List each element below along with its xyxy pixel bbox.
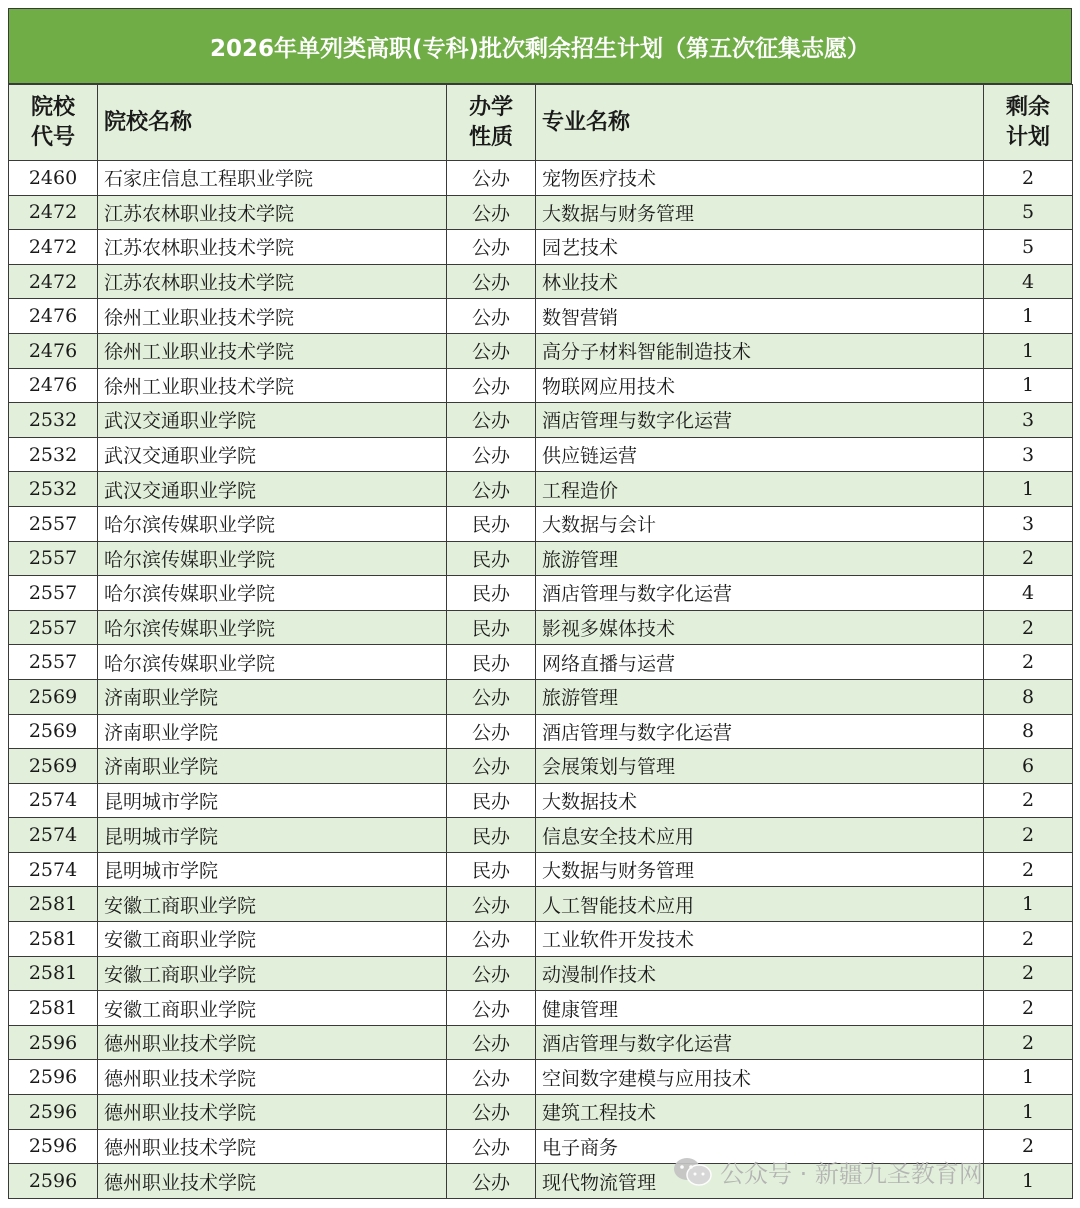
cell-type: 民办 (447, 852, 536, 887)
cell-school: 江苏农林职业技术学院 (98, 195, 447, 230)
cell-major: 大数据与财务管理 (536, 852, 984, 887)
cell-school: 徐州工业职业技术学院 (98, 333, 447, 368)
table-row (9, 161, 1073, 196)
cell-code: 2472 (9, 195, 98, 230)
table-row (9, 645, 1073, 680)
table-row (9, 333, 1073, 368)
header-remaining (984, 85, 1073, 161)
table-row (9, 368, 1073, 403)
cell-remaining: 1 (984, 299, 1073, 334)
cell-school: 哈尔滨传媒职业学院 (98, 541, 447, 576)
cell-school: 德州职业技术学院 (98, 1164, 447, 1199)
cell-code: 2557 (9, 645, 98, 680)
cell-code: 2581 (9, 991, 98, 1026)
table-row (9, 1095, 1073, 1130)
table-row (9, 299, 1073, 334)
header-type (447, 85, 536, 161)
cell-type: 公办 (447, 1025, 536, 1060)
cell-remaining: 1 (984, 333, 1073, 368)
header-type-label: 办学 性质 (468, 94, 513, 150)
cell-major: 影视多媒体技术 (536, 610, 984, 645)
cell-major: 酒店管理与数字化运营 (536, 714, 984, 749)
cell-major: 旅游管理 (536, 541, 984, 576)
cell-remaining: 1 (984, 1060, 1073, 1095)
cell-type: 公办 (447, 714, 536, 749)
header-school (98, 85, 447, 161)
cell-remaining: 5 (984, 230, 1073, 265)
cell-code: 2574 (9, 852, 98, 887)
cell-major: 酒店管理与数字化运营 (536, 1025, 984, 1060)
header-code-label: 院校 代号 (30, 94, 75, 150)
cell-remaining: 2 (984, 541, 1073, 576)
cell-type: 公办 (447, 956, 536, 991)
cell-major: 酒店管理与数字化运营 (536, 576, 984, 611)
cell-remaining: 4 (984, 264, 1073, 299)
cell-remaining: 8 (984, 714, 1073, 749)
table-row (9, 1164, 1073, 1199)
watermark-text: 公众号 · 新疆九圣教育网 (720, 1160, 983, 1188)
cell-remaining: 2 (984, 610, 1073, 645)
table-row (9, 679, 1073, 714)
table-row (9, 576, 1073, 611)
cell-code: 2472 (9, 264, 98, 299)
cell-major: 旅游管理 (536, 679, 984, 714)
cell-remaining: 2 (984, 991, 1073, 1026)
cell-school: 哈尔滨传媒职业学院 (98, 506, 447, 541)
cell-remaining: 2 (984, 922, 1073, 957)
cell-type: 公办 (447, 299, 536, 334)
cell-code: 2557 (9, 506, 98, 541)
cell-remaining: 3 (984, 437, 1073, 472)
table-row (9, 403, 1073, 438)
cell-code: 2532 (9, 403, 98, 438)
cell-remaining: 5 (984, 195, 1073, 230)
cell-code: 2574 (9, 818, 98, 853)
cell-major: 工程造价 (536, 472, 984, 507)
cell-school: 昆明城市学院 (98, 852, 447, 887)
cell-code: 2596 (9, 1164, 98, 1199)
cell-school: 江苏农林职业技术学院 (98, 264, 447, 299)
cell-code: 2532 (9, 472, 98, 507)
cell-school: 济南职业学院 (98, 749, 447, 784)
cell-major: 空间数字建模与应用技术 (536, 1060, 984, 1095)
cell-remaining: 2 (984, 818, 1073, 853)
cell-remaining: 2 (984, 161, 1073, 196)
cell-school: 安徽工商职业学院 (98, 956, 447, 991)
cell-type: 公办 (447, 1129, 536, 1164)
cell-code: 2581 (9, 922, 98, 957)
cell-major: 大数据与财务管理 (536, 195, 984, 230)
table-row (9, 956, 1073, 991)
cell-school: 武汉交通职业学院 (98, 403, 447, 438)
cell-major: 电子商务 (536, 1129, 984, 1164)
cell-remaining: 3 (984, 403, 1073, 438)
table-row (9, 818, 1073, 853)
cell-remaining: 8 (984, 679, 1073, 714)
cell-code: 2557 (9, 576, 98, 611)
table-row (9, 887, 1073, 922)
cell-type: 民办 (447, 610, 536, 645)
cell-major: 网络直播与运营 (536, 645, 984, 680)
cell-school: 安徽工商职业学院 (98, 922, 447, 957)
table-row (9, 541, 1073, 576)
cell-major: 健康管理 (536, 991, 984, 1026)
table-row (9, 506, 1073, 541)
cell-type: 民办 (447, 818, 536, 853)
table-row (9, 610, 1073, 645)
cell-type: 公办 (447, 403, 536, 438)
cell-remaining: 1 (984, 1095, 1073, 1130)
cell-school: 德州职业技术学院 (98, 1095, 447, 1130)
cell-school: 济南职业学院 (98, 714, 447, 749)
cell-code: 2596 (9, 1025, 98, 1060)
cell-school: 武汉交通职业学院 (98, 472, 447, 507)
document-page (8, 8, 1072, 1199)
cell-school: 哈尔滨传媒职业学院 (98, 576, 447, 611)
cell-school: 昆明城市学院 (98, 783, 447, 818)
cell-school: 德州职业技术学院 (98, 1060, 447, 1095)
cell-code: 2532 (9, 437, 98, 472)
cell-type: 民办 (447, 576, 536, 611)
cell-type: 公办 (447, 922, 536, 957)
cell-remaining: 1 (984, 1164, 1073, 1199)
cell-school: 哈尔滨传媒职业学院 (98, 610, 447, 645)
cell-major: 物联网应用技术 (536, 368, 984, 403)
cell-type: 公办 (447, 679, 536, 714)
cell-major: 宠物医疗技术 (536, 161, 984, 196)
cell-major: 林业技术 (536, 264, 984, 299)
cell-remaining: 2 (984, 956, 1073, 991)
cell-type: 公办 (447, 264, 536, 299)
table-row (9, 749, 1073, 784)
cell-remaining: 4 (984, 576, 1073, 611)
cell-remaining: 6 (984, 749, 1073, 784)
cell-school: 哈尔滨传媒职业学院 (98, 645, 447, 680)
header-school-label: 院校名称 (104, 109, 193, 135)
table-title: 2026年单列类高职(专科)批次剩余招生计划（第五次征集志愿） (8, 8, 1072, 84)
cell-code: 2557 (9, 541, 98, 576)
cell-major: 大数据与会计 (536, 506, 984, 541)
cell-code: 2472 (9, 230, 98, 265)
cell-remaining: 2 (984, 1025, 1073, 1060)
header-row (9, 85, 1073, 161)
table-row (9, 783, 1073, 818)
cell-type: 公办 (447, 333, 536, 368)
table-row (9, 264, 1073, 299)
cell-code: 2581 (9, 956, 98, 991)
cell-type: 民办 (447, 506, 536, 541)
cell-school: 江苏农林职业技术学院 (98, 230, 447, 265)
cell-remaining: 1 (984, 472, 1073, 507)
cell-school: 安徽工商职业学院 (98, 887, 447, 922)
cell-code: 2596 (9, 1129, 98, 1164)
cell-code: 2596 (9, 1060, 98, 1095)
cell-code: 2460 (9, 161, 98, 196)
table-row (9, 1025, 1073, 1060)
cell-type: 公办 (447, 887, 536, 922)
header-major-label: 专业名称 (542, 109, 631, 135)
cell-school: 德州职业技术学院 (98, 1129, 447, 1164)
cell-school: 德州职业技术学院 (98, 1025, 447, 1060)
cell-major: 信息安全技术应用 (536, 818, 984, 853)
cell-type: 公办 (447, 368, 536, 403)
header-code (9, 85, 98, 161)
cell-remaining: 1 (984, 887, 1073, 922)
cell-remaining: 2 (984, 852, 1073, 887)
cell-major: 人工智能技术应用 (536, 887, 984, 922)
table-row (9, 922, 1073, 957)
cell-type: 公办 (447, 1060, 536, 1095)
cell-school: 武汉交通职业学院 (98, 437, 447, 472)
cell-code: 2581 (9, 887, 98, 922)
cell-school: 石家庄信息工程职业学院 (98, 161, 447, 196)
cell-remaining: 2 (984, 1129, 1073, 1164)
table-row (9, 852, 1073, 887)
cell-type: 公办 (447, 161, 536, 196)
table-row (9, 195, 1073, 230)
cell-major: 会展策划与管理 (536, 749, 984, 784)
cell-code: 2574 (9, 783, 98, 818)
table-row (9, 1129, 1073, 1164)
cell-school: 昆明城市学院 (98, 818, 447, 853)
cell-type: 公办 (447, 1095, 536, 1130)
cell-code: 2569 (9, 714, 98, 749)
cell-type: 公办 (447, 991, 536, 1026)
cell-school: 徐州工业职业技术学院 (98, 299, 447, 334)
cell-school: 安徽工商职业学院 (98, 991, 447, 1026)
cell-major: 数智营销 (536, 299, 984, 334)
cell-type: 民办 (447, 541, 536, 576)
cell-type: 公办 (447, 1164, 536, 1199)
cell-code: 2557 (9, 610, 98, 645)
header-remaining-label: 剩余 计划 (1005, 94, 1050, 150)
cell-remaining: 2 (984, 645, 1073, 680)
cell-remaining: 2 (984, 783, 1073, 818)
cell-code: 2476 (9, 368, 98, 403)
header-major (536, 85, 984, 161)
table-row (9, 472, 1073, 507)
cell-code: 2596 (9, 1095, 98, 1130)
cell-code: 2476 (9, 299, 98, 334)
cell-major: 动漫制作技术 (536, 956, 984, 991)
cell-major: 园艺技术 (536, 230, 984, 265)
cell-type: 公办 (447, 749, 536, 784)
cell-type: 公办 (447, 437, 536, 472)
cell-type: 公办 (447, 230, 536, 265)
cell-major: 工业软件开发技术 (536, 922, 984, 957)
table-row (9, 230, 1073, 265)
cell-major: 高分子材料智能制造技术 (536, 333, 984, 368)
cell-type: 公办 (447, 472, 536, 507)
cell-code: 2476 (9, 333, 98, 368)
cell-major: 大数据技术 (536, 783, 984, 818)
cell-school: 徐州工业职业技术学院 (98, 368, 447, 403)
cell-type: 公办 (447, 195, 536, 230)
cell-major: 建筑工程技术 (536, 1095, 984, 1130)
cell-remaining: 1 (984, 368, 1073, 403)
table-row (9, 437, 1073, 472)
cell-major: 供应链运营 (536, 437, 984, 472)
cell-type: 民办 (447, 783, 536, 818)
cell-school: 济南职业学院 (98, 679, 447, 714)
cell-major: 现代物流管理 (536, 1164, 984, 1199)
cell-code: 2569 (9, 679, 98, 714)
enrollment-table (8, 84, 1073, 1199)
cell-type: 民办 (447, 645, 536, 680)
cell-code: 2569 (9, 749, 98, 784)
cell-major: 酒店管理与数字化运营 (536, 403, 984, 438)
table-row (9, 1060, 1073, 1095)
cell-remaining: 3 (984, 506, 1073, 541)
table-row (9, 991, 1073, 1026)
table-row (9, 714, 1073, 749)
